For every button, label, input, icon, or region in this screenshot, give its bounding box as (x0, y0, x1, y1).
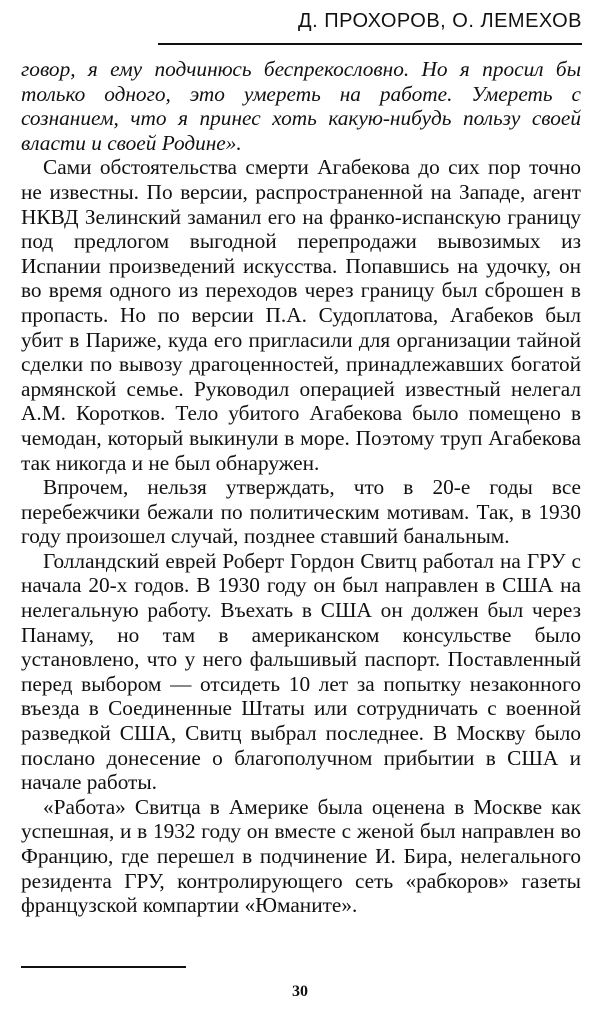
page-number: 30 (292, 983, 308, 1000)
paragraph-agabekov-death: Сами обстоятельства смерти Агабекова до сих пор точно не известны. По версии, распространенной на Западе, агент НКВД Зелинский заманил его на франко-испанскую границу под предлогом выгодной перепродажи вывозимых из Испании произведений искусства. Попавшись на удочку, он во время одного из переходов через границу был сброшен в пропасть. Но по версии П.А. Судоплатова, Агабеков был убит в Париже, куда его пригласили для организации тайной сделки по вывозу драгоценностей, принадлежавших богатой армянской семье. Руководил операцией известный нелегал А.М. Коротков. Тело убитого Агабекова было помещено в чемодан, который выкинули в море. Поэтому труп Агабекова так никогда и не был обнаружен. (21, 155, 581, 475)
paragraph-switz-france: «Работа» Свитца в Америке была оценена в Москве как успешная, и в 1932 году он вместе с женой был направлен во Францию, где перешел в подчинение И. Бира, нелегального резидента ГРУ, контролирующего сеть «рабкоров» газеты французской компартии «Юманите». (21, 794, 581, 918)
paragraph-quote-ending: говор, я ему подчинюсь беспрекословно. Но я просил бы только одного, это умереть на работе. Умереть с сознанием, что я принес хоть какую-нибудь пользу своей власти и своей Родине». (21, 57, 581, 155)
paragraph-defectors-motives: Впрочем, нельзя утверждать, что в 20-е годы все перебежчики бежали по политическим мотивам. Так, в 1930 году произошел случай, позднее ставший банальным. (21, 475, 581, 549)
header-rule (158, 43, 582, 45)
running-head: Д. ПРОХОРОВ, О. ЛЕМЕХОВ (298, 10, 582, 32)
body-text (21, 57, 581, 918)
footnote-rule (21, 966, 186, 968)
paragraph-switz-recruitment: Голландский еврей Роберт Гордон Свитц работал на ГРУ с начала 20-х годов. В 1930 году он был направлен в США на нелегальную работу. Въехать в США он должен был через Панаму, но там в американском консульстве было установлено, что у него фальшивый паспорт. Поставленный перед выбором — отсидеть 10 лет за попытку незаконного въезда в Соединенные Штаты или сотрудничать с военной разведкой США, Свитц выбрал последнее. В Москву было послано донесение о благополучном прибытии в США и начале работы. (21, 548, 581, 795)
